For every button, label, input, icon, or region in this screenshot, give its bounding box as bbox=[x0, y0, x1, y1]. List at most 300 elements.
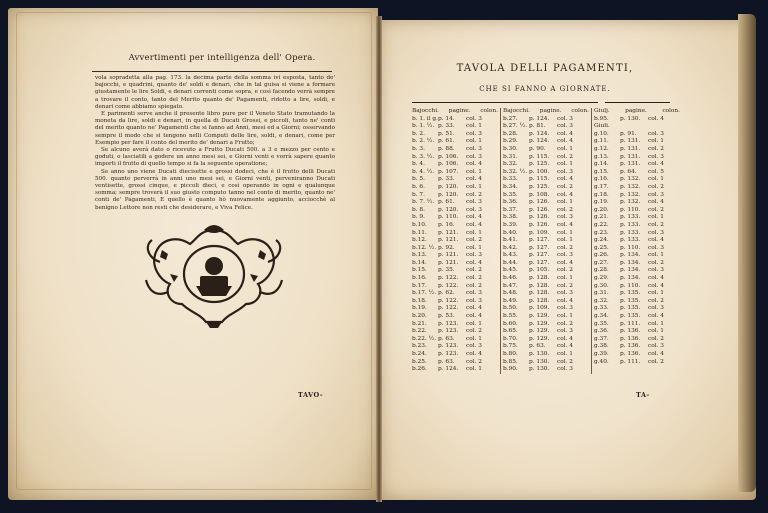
amount-cell: g.17. bbox=[594, 183, 609, 190]
amount-cell: b.25. bbox=[412, 358, 427, 365]
table-row bbox=[503, 123, 589, 131]
page-edges bbox=[738, 14, 756, 492]
page-cell: p. 123. bbox=[438, 351, 459, 357]
amount-cell: g.27. bbox=[594, 259, 609, 266]
table-row bbox=[594, 351, 680, 359]
amount-cell: b.39. bbox=[503, 221, 518, 228]
amount-cell: g.33. bbox=[594, 305, 609, 312]
page-cell: p. 127. bbox=[529, 244, 550, 251]
column-cell: col. 2 bbox=[557, 244, 573, 251]
column-cell: col. 2 bbox=[466, 358, 482, 365]
page-cell: p. 129. bbox=[529, 313, 550, 320]
page-cell: p. 124. bbox=[438, 366, 459, 373]
amount-cell: b.11. bbox=[412, 229, 427, 236]
column-header bbox=[503, 108, 589, 116]
table-row bbox=[594, 313, 680, 321]
column-cell: col. 4 bbox=[466, 176, 482, 183]
page-cell: p. 64. bbox=[620, 168, 637, 175]
table-row bbox=[503, 230, 589, 238]
page-cell: p. 122. bbox=[438, 282, 459, 289]
amount-cell: g.34. bbox=[594, 313, 609, 320]
amount-cell: g.15. bbox=[594, 168, 609, 175]
amount-cell: g.13. bbox=[594, 153, 609, 160]
ornament-icon bbox=[140, 222, 288, 330]
page-cell: p. 129. bbox=[529, 320, 550, 327]
amount-cell: b. 5. bbox=[412, 176, 425, 183]
table-row bbox=[594, 336, 680, 344]
table-row bbox=[503, 222, 589, 230]
page-cell: p. 33. bbox=[438, 176, 455, 183]
table-row bbox=[412, 169, 498, 177]
table-row bbox=[412, 192, 498, 200]
amount-cell: g.32. bbox=[594, 297, 609, 304]
page-cell: p. 63. bbox=[529, 343, 546, 350]
column-cell: col. 2 bbox=[648, 145, 664, 152]
page-cell: p. 134. bbox=[620, 275, 641, 282]
column-cell: col. 3 bbox=[466, 130, 482, 137]
amount-cell: b.20. bbox=[412, 313, 427, 320]
amount-cell: g.31. bbox=[594, 290, 609, 297]
amount-cell: g.11. bbox=[594, 138, 609, 145]
table-row bbox=[594, 275, 680, 283]
header-cell: colon. bbox=[480, 108, 498, 114]
amount-cell: g.12. bbox=[594, 145, 609, 152]
column-cell: col. 4 bbox=[648, 282, 664, 289]
column-cell: col. 4 bbox=[466, 214, 482, 221]
table-row bbox=[503, 199, 589, 207]
column-cell: col. 1 bbox=[466, 229, 482, 236]
table-row bbox=[594, 131, 680, 139]
table-row bbox=[503, 245, 589, 253]
table-row bbox=[412, 336, 498, 344]
page-cell: p. 123. bbox=[438, 328, 459, 335]
amount-cell: b.45. bbox=[503, 267, 518, 274]
column-cell: col. 2 bbox=[466, 275, 482, 282]
page-cell: p. 33. bbox=[438, 123, 455, 130]
column-cell: col. 4 bbox=[557, 259, 573, 266]
table-row bbox=[503, 321, 589, 329]
amount-cell: g.16. bbox=[594, 176, 609, 183]
page-cell: p. 127. bbox=[529, 252, 550, 259]
table-row bbox=[412, 222, 498, 230]
page-cell: p. 110. bbox=[438, 214, 459, 221]
column-cell: col. 1 bbox=[466, 244, 482, 251]
column-cell: col. 4 bbox=[557, 343, 573, 350]
page-cell: p. 122. bbox=[438, 275, 459, 282]
amount-cell: b.34. bbox=[503, 183, 518, 190]
amount-cell: b.80. bbox=[503, 351, 518, 357]
amount-cell: g.39. bbox=[594, 351, 609, 357]
page-cell: p. 136. bbox=[620, 328, 641, 335]
table-rule bbox=[605, 102, 670, 103]
table-row bbox=[412, 138, 498, 146]
page-cell: p. 107. bbox=[438, 168, 459, 175]
column-cell: col. 1 bbox=[557, 351, 573, 357]
amount-cell: b.41. bbox=[503, 237, 518, 244]
table-row bbox=[503, 207, 589, 215]
page-cell: p. 115. bbox=[529, 176, 550, 183]
page-cell: p. 109. bbox=[529, 305, 550, 312]
page-cell: p. 132. bbox=[620, 183, 641, 190]
amount-cell: b.16. bbox=[412, 275, 427, 282]
column-cell: col. 2 bbox=[648, 183, 664, 190]
table-row bbox=[594, 169, 680, 177]
table-column bbox=[591, 108, 682, 374]
table-title: TAVOLA DELLI PAGAMENTI, bbox=[456, 63, 634, 74]
column-cell: col. 2 bbox=[557, 358, 573, 365]
table-row bbox=[503, 184, 589, 192]
table-column bbox=[410, 108, 500, 374]
page-cell: p. 133. bbox=[620, 237, 641, 244]
table-row bbox=[503, 328, 589, 336]
table-row bbox=[412, 184, 498, 192]
running-head: Avvertimenti per intelligenza dell' Opera. bbox=[128, 53, 316, 63]
amount-cell: b. 2. ½. bbox=[412, 138, 435, 145]
column-cell: col. 1 bbox=[557, 199, 573, 206]
table-row bbox=[412, 252, 498, 260]
catchword-right: TA- bbox=[636, 391, 650, 399]
amount-cell: b. 4. ½. bbox=[412, 168, 435, 175]
column-cell: col. 3 bbox=[557, 168, 573, 175]
amount-cell: b.21. bbox=[412, 320, 427, 327]
amount-cell: b.27. bbox=[503, 115, 518, 122]
page-cell: p. 128. bbox=[529, 275, 550, 282]
page-cell: p. 108. bbox=[529, 191, 550, 198]
column-cell: col. 3 bbox=[557, 115, 573, 122]
table-row bbox=[503, 298, 589, 306]
table-row bbox=[412, 313, 498, 321]
table-row bbox=[594, 230, 680, 238]
table-row bbox=[503, 290, 589, 298]
amount-cell: b.19. bbox=[412, 305, 427, 312]
page-cell: p. 124. bbox=[529, 115, 550, 122]
amount-cell: g.14. bbox=[594, 161, 609, 168]
column-cell: col. 4 bbox=[648, 199, 664, 206]
column-cell: col. 1 bbox=[648, 176, 664, 183]
table-row bbox=[503, 366, 589, 374]
column-cell: col. 4 bbox=[648, 313, 664, 320]
table-row bbox=[503, 176, 589, 184]
column-cell: col. 3 bbox=[466, 145, 482, 152]
table-row bbox=[594, 252, 680, 260]
page-cell: p. 53. bbox=[438, 313, 455, 320]
page-cell: p. 63. bbox=[438, 358, 455, 365]
amount-cell: g.36. bbox=[594, 328, 609, 335]
column-header bbox=[594, 108, 680, 116]
amount-cell: b.65. bbox=[503, 328, 518, 335]
table-column bbox=[500, 108, 591, 374]
column-cell: col. 4 bbox=[557, 130, 573, 137]
column-cell: col. 1 bbox=[466, 366, 482, 373]
amount-cell: b. 1. il g. bbox=[412, 115, 438, 122]
table-row bbox=[412, 366, 498, 374]
amount-cell: b.33. bbox=[503, 176, 518, 183]
amount-cell: b. 3. ½. bbox=[412, 153, 435, 160]
amount-cell: b. 8. bbox=[412, 206, 425, 213]
column-cell: col. 3 bbox=[466, 206, 482, 213]
table-subtitle: CHE SI FANNO A GIORNATE. bbox=[479, 85, 611, 93]
column-cell: col. 1 bbox=[466, 123, 482, 130]
amount-cell: b.18. bbox=[412, 297, 427, 304]
page-cell: p. 121. bbox=[438, 259, 459, 266]
amount-cell: b.47. bbox=[503, 282, 518, 289]
column-cell: col. 1 bbox=[557, 313, 573, 320]
page-cell: p. 106. bbox=[438, 153, 459, 160]
amount-cell: b.40. bbox=[503, 229, 518, 236]
table-row bbox=[594, 222, 680, 230]
column-cell: col. 2 bbox=[648, 358, 664, 365]
amount-cell: b.37. bbox=[503, 206, 518, 213]
amount-cell: b.75. bbox=[503, 343, 518, 350]
page-cell: p. 109. bbox=[529, 229, 550, 236]
column-cell: col. 4 bbox=[557, 221, 573, 228]
amount-cell: Giuli. bbox=[594, 123, 610, 130]
column-cell: col. 3 bbox=[557, 305, 573, 312]
amount-cell: b.70. bbox=[503, 335, 518, 342]
table-row bbox=[594, 116, 680, 124]
table-row bbox=[594, 214, 680, 222]
payment-table bbox=[410, 108, 682, 374]
column-cell: col. 1 bbox=[557, 229, 573, 236]
amount-cell: b.95. bbox=[594, 115, 609, 122]
table-row bbox=[594, 237, 680, 245]
amount-cell: g.37. bbox=[594, 335, 609, 342]
page-cell: p. 110. bbox=[620, 282, 641, 289]
page-cell: p. 126. bbox=[529, 206, 550, 213]
amount-cell: b.14. bbox=[412, 259, 427, 266]
amount-cell: b.29. bbox=[503, 138, 518, 145]
amount-cell: g.28. bbox=[594, 267, 609, 274]
column-cell: col. 4 bbox=[466, 161, 482, 168]
page-cell: p. 115. bbox=[529, 153, 550, 160]
column-cell: col. 1 bbox=[557, 145, 573, 152]
header-cell: colon. bbox=[662, 108, 680, 114]
amount-cell: g.23. bbox=[594, 229, 609, 236]
column-cell: col. 2 bbox=[466, 282, 482, 289]
amount-cell: b.28. bbox=[503, 130, 518, 137]
column-cell: col. 2 bbox=[648, 259, 664, 266]
column-cell: col. 4 bbox=[557, 191, 573, 198]
paragraph: Se anno uno viene Ducati diecisette e grossi dodeci, che è il frutto delli Ducati 500. quanto perverrà in anni uno mesi sei, e Giorni venti, perveniranno Ducati ventisette, grossi cinque, e piccoli dieci, e così operando in ogni e qualunque somma; sempre troverà il suo giusto computo tanno nel conto di merito, quanto ne' conti de' Pagamenti, E quello è quanto hò nuovamente aggiunto, acciocchè al benigno Lettore non resti che desiderare, e Viva Felice. bbox=[95, 168, 335, 211]
column-cell: col. 1 bbox=[648, 252, 664, 259]
amount-cell: g.38. bbox=[594, 343, 609, 350]
amount-cell: b.50. bbox=[503, 305, 518, 312]
column-cell: col. 4 bbox=[648, 237, 664, 244]
header-cell: Giulj. bbox=[594, 108, 610, 114]
column-header bbox=[412, 108, 498, 116]
column-cell: col. 3 bbox=[648, 343, 664, 350]
column-cell: col. 2 bbox=[557, 320, 573, 327]
table-row bbox=[412, 237, 498, 245]
table-row bbox=[594, 138, 680, 146]
table-row bbox=[594, 184, 680, 192]
table-row bbox=[503, 359, 589, 367]
page-cell: p. 131. bbox=[620, 161, 641, 168]
page-cell: p. 111. bbox=[620, 320, 641, 327]
amount-cell: b.23. bbox=[412, 343, 427, 350]
table-row bbox=[594, 146, 680, 154]
table-row bbox=[503, 161, 589, 169]
column-cell: col. 3 bbox=[557, 252, 573, 259]
column-cell: col. 3 bbox=[648, 305, 664, 312]
column-cell: col. 4 bbox=[557, 297, 573, 304]
column-cell: col. 1 bbox=[466, 335, 482, 342]
page-cell: p. 90. bbox=[529, 145, 546, 152]
table-row bbox=[412, 123, 498, 131]
amount-cell: b.12. ½. bbox=[412, 244, 437, 251]
column-cell: col. 4 bbox=[557, 176, 573, 183]
column-cell: col. 3 bbox=[648, 153, 664, 160]
amount-cell: b.27. ½. bbox=[503, 123, 528, 130]
amount-cell: b. 6. bbox=[412, 183, 425, 190]
page-cell: p. 130. bbox=[529, 358, 550, 365]
table-row bbox=[594, 245, 680, 253]
column-cell: col. 1 bbox=[466, 168, 482, 175]
amount-cell: b.10. bbox=[412, 221, 427, 228]
page-cell: p. 129. bbox=[529, 335, 550, 342]
page-cell: p. 121. bbox=[438, 229, 459, 236]
page-cell: p. 106. bbox=[438, 161, 459, 168]
column-cell: col. 4 bbox=[466, 221, 482, 228]
column-cell: col. 2 bbox=[466, 267, 482, 274]
table-row bbox=[412, 207, 498, 215]
page-cell: p. 136. bbox=[620, 351, 641, 357]
amount-cell: b.32. ½. bbox=[503, 168, 528, 175]
page-cell: p. 91. bbox=[620, 130, 637, 137]
amount-cell: b.55. bbox=[503, 313, 518, 320]
table-row bbox=[594, 199, 680, 207]
page-cell: p. 134. bbox=[620, 252, 641, 259]
amount-cell: g.25. bbox=[594, 244, 609, 251]
table-row bbox=[503, 192, 589, 200]
column-cell: col. 3 bbox=[466, 297, 482, 304]
column-cell: col. 4 bbox=[466, 313, 482, 320]
header-cell: pagine. bbox=[625, 108, 647, 114]
book-gutter bbox=[376, 16, 382, 502]
column-cell bbox=[648, 123, 676, 131]
column-cell: col. 1 bbox=[557, 161, 573, 168]
page-cell: p. 123. bbox=[438, 343, 459, 350]
table-row bbox=[503, 305, 589, 313]
page-cell: p. 121. bbox=[438, 252, 459, 259]
page-cell: p. 123. bbox=[438, 320, 459, 327]
amount-cell: b. 1. ½. bbox=[412, 123, 435, 130]
amount-cell: g.26. bbox=[594, 252, 609, 259]
column-cell: col. 1 bbox=[648, 328, 664, 335]
page-cell: p. 63. bbox=[438, 335, 455, 342]
page-cell: p. 136. bbox=[620, 335, 641, 342]
amount-cell: b. 2. bbox=[412, 130, 425, 137]
table-row bbox=[412, 275, 498, 283]
page-cell: p. 127. bbox=[529, 237, 550, 244]
column-cell: col. 2 bbox=[466, 191, 482, 198]
column-cell: col. 4 bbox=[648, 161, 664, 168]
column-cell: col. 2 bbox=[648, 335, 664, 342]
left-body-text bbox=[95, 75, 335, 212]
amount-cell: b.22. ½. bbox=[412, 335, 437, 342]
table-row bbox=[412, 359, 498, 367]
page-cell: p. 92. bbox=[438, 244, 455, 251]
column-cell: col. 1 bbox=[648, 320, 664, 327]
table-row bbox=[503, 169, 589, 177]
table-row bbox=[503, 146, 589, 154]
column-cell: col. 3 bbox=[557, 290, 573, 297]
column-cell: col. 2 bbox=[557, 153, 573, 160]
page-cell: p. 110. bbox=[620, 244, 641, 251]
table-row bbox=[594, 176, 680, 184]
column-cell: col. 1 bbox=[466, 320, 482, 327]
column-cell: col. 2 bbox=[648, 297, 664, 304]
header-cell: pagine. bbox=[448, 108, 471, 114]
amount-cell: b.60. bbox=[503, 320, 518, 327]
table-row bbox=[412, 199, 498, 207]
amount-cell: b. 4. bbox=[412, 161, 425, 168]
amount-cell: b.13. bbox=[412, 252, 427, 259]
page-cell: p. 125. bbox=[529, 183, 550, 190]
page-cell: p. 120. bbox=[438, 183, 459, 190]
amount-cell: g.22. bbox=[594, 221, 609, 228]
column-cell: col. 4 bbox=[466, 259, 482, 266]
paragraph: E parimenti serve anche il presente libro pure per il Veneto Stato tramutando la moneta da lire, soldi e denari, in quella di Ducati Grossi, e piccoli, tanto ne' conti del merito quanto ne' Pagamenti che si fanno ad Anni, mesi ed a Giorni; osservando sempre il modo che si tengono nelli Computi delle lire, soldi, e denari, come per Esempio per fare il conto del merito de' denari a Frutto; bbox=[95, 111, 335, 146]
page-cell: p. 122. bbox=[438, 305, 459, 312]
table-row bbox=[412, 161, 498, 169]
table-row bbox=[412, 154, 498, 162]
table-row bbox=[594, 328, 680, 336]
amount-cell: b.17. bbox=[412, 282, 427, 289]
table-row bbox=[503, 313, 589, 321]
page-cell: p. 61. bbox=[438, 199, 455, 206]
page-cell: p. 61. bbox=[438, 138, 455, 145]
catchword-left: TAVO- bbox=[298, 391, 324, 399]
column-cell: col. 1 bbox=[648, 138, 664, 145]
table-row bbox=[412, 328, 498, 336]
table-row bbox=[503, 154, 589, 162]
page-cell: p. 130. bbox=[529, 351, 550, 357]
table-row bbox=[594, 161, 680, 169]
table-row bbox=[503, 351, 589, 359]
page-cell: p. 135. bbox=[620, 290, 641, 297]
column-cell: col. 3 bbox=[648, 244, 664, 251]
page-cell: p. 132. bbox=[620, 176, 641, 183]
table-row bbox=[503, 131, 589, 139]
table-row bbox=[412, 290, 498, 298]
column-cell: col. 2 bbox=[466, 328, 482, 335]
page-cell: p. 133. bbox=[620, 229, 641, 236]
page-cell: p. 135. bbox=[620, 313, 641, 320]
page-cell: p. 134. bbox=[620, 259, 641, 266]
table-row bbox=[412, 321, 498, 329]
page-cell: p. 128. bbox=[529, 290, 550, 297]
table-row bbox=[412, 343, 498, 351]
amount-cell: b.85. bbox=[503, 358, 518, 365]
header-cell: colon. bbox=[571, 108, 589, 114]
amount-cell: b.90. bbox=[503, 366, 518, 373]
page-cell: p. 120. bbox=[438, 191, 459, 198]
table-row bbox=[503, 260, 589, 268]
page-cell: p. 121. bbox=[438, 237, 459, 244]
amount-cell: g.24. bbox=[594, 237, 609, 244]
column-cell: col. 3 bbox=[466, 343, 482, 350]
page-cell: p. 129. bbox=[529, 328, 550, 335]
column-cell: col. 2 bbox=[466, 237, 482, 244]
amount-cell: g.10. bbox=[594, 130, 609, 137]
amount-cell: b.31. bbox=[503, 153, 518, 160]
page-cell: p. 130. bbox=[620, 115, 641, 122]
amount-cell: g.20. bbox=[594, 206, 609, 213]
page-cell: p. 128. bbox=[529, 297, 550, 304]
amount-cell: b. 7. bbox=[412, 191, 425, 198]
column-cell: col. 2 bbox=[648, 221, 664, 228]
